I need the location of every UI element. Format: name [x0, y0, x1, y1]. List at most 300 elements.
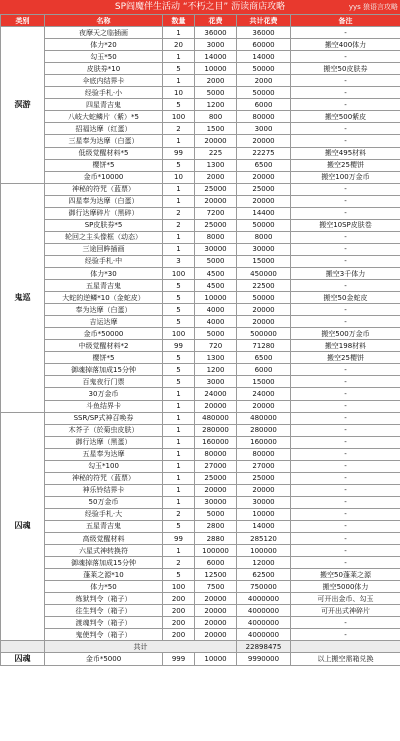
table-row — [1, 171, 400, 183]
item-name: 金币*50000 — [45, 328, 163, 340]
quantity: 10 — [163, 171, 195, 183]
table-row — [1, 87, 400, 99]
total-cost: 27000 — [237, 460, 291, 472]
unit-cost: 6000 — [195, 557, 237, 569]
note: 搬空100万金币 — [291, 171, 400, 183]
note: - — [291, 364, 400, 376]
note: - — [291, 496, 400, 508]
quantity: 1 — [163, 75, 195, 87]
quantity: 2 — [163, 207, 195, 219]
unit-cost: 8000 — [195, 231, 237, 243]
unit-cost: 800 — [195, 111, 237, 123]
quantity: 1 — [163, 424, 195, 436]
quantity: 1 — [163, 183, 195, 195]
quantity: 1 — [163, 472, 195, 484]
item-name: 三途回眸插画 — [45, 243, 163, 255]
item-name: SP皮肤券*5 — [45, 219, 163, 231]
note: - — [291, 207, 400, 219]
note: - — [291, 376, 400, 388]
quantity: 1 — [163, 195, 195, 207]
table-row — [1, 520, 400, 532]
item-name: 往生判令（箱子） — [45, 605, 163, 617]
item-name: 经验手札·大 — [45, 508, 163, 520]
table-row — [1, 243, 400, 255]
unit-cost: 1500 — [195, 123, 237, 135]
unit-cost: 720 — [195, 340, 237, 352]
total-cost: 100000 — [237, 545, 291, 557]
note: - — [291, 448, 400, 460]
unit-cost: 25000 — [195, 472, 237, 484]
item-name: 樱饼*5 — [45, 352, 163, 364]
total-value: 22898475 — [237, 641, 291, 653]
unit-cost: 12500 — [195, 569, 237, 581]
quantity: 1 — [163, 436, 195, 448]
note: 搬空5000体力 — [291, 581, 400, 593]
quantity: 1 — [163, 460, 195, 472]
total-cost: 30000 — [237, 243, 291, 255]
unit-cost: 5000 — [195, 255, 237, 267]
unit-cost: 20000 — [195, 605, 237, 617]
note: - — [291, 51, 400, 63]
note: - — [291, 460, 400, 472]
total-cost: 4000000 — [237, 593, 291, 605]
item-name: 夜摩天之临插画 — [45, 27, 163, 39]
total-cost: 15000 — [237, 255, 291, 267]
unit-cost: 24000 — [195, 388, 237, 400]
unit-cost: 280000 — [195, 424, 237, 436]
note: 搬空495材料 — [291, 147, 400, 159]
quantity: 5 — [163, 352, 195, 364]
quantity: 5 — [163, 292, 195, 304]
note: - — [291, 472, 400, 484]
note: - — [291, 520, 400, 532]
table-row — [1, 328, 400, 340]
quantity: 2 — [163, 123, 195, 135]
item-name: 御行达摩（黑蛋） — [45, 436, 163, 448]
unit-cost: 20000 — [195, 629, 237, 641]
note: - — [291, 388, 400, 400]
table-row — [1, 195, 400, 207]
table-row — [1, 135, 400, 147]
table-row — [1, 75, 400, 87]
item-name: 30万金币 — [45, 388, 163, 400]
item-name: 神乐铃结界卡 — [45, 484, 163, 496]
unit-cost: 480000 — [195, 412, 237, 424]
table-row — [1, 460, 400, 472]
total-cost: 6000 — [237, 99, 291, 111]
total-cost: 12000 — [237, 557, 291, 569]
quantity: 3 — [163, 255, 195, 267]
total-cost: 20000 — [237, 135, 291, 147]
table-row — [1, 593, 400, 605]
total-cost: 50000 — [237, 87, 291, 99]
category-cell: 囚魂 — [1, 412, 45, 641]
table-row — [1, 617, 400, 629]
quantity: 1 — [163, 388, 195, 400]
note: - — [291, 533, 400, 545]
table-row — [1, 147, 400, 159]
table-row — [1, 424, 400, 436]
total-cost: 14000 — [237, 51, 291, 63]
total-cost: 50000 — [237, 63, 291, 75]
note: 搬空500万金币 — [291, 328, 400, 340]
unit-cost: 1300 — [195, 159, 237, 171]
quantity: 5 — [163, 316, 195, 328]
note: - — [291, 135, 400, 147]
table-row — [1, 496, 400, 508]
table-row — [1, 484, 400, 496]
table-row — [1, 508, 400, 520]
item-name: 勾玉*50 — [45, 51, 163, 63]
item-name: 三星奉为达摩（白蛋） — [45, 135, 163, 147]
item-name: 木芥子（於菊虫皮肤） — [45, 424, 163, 436]
table-row — [1, 436, 400, 448]
quantity: 5 — [163, 63, 195, 75]
total-cost: 22500 — [237, 280, 291, 292]
table-row — [1, 183, 400, 195]
table-row — [1, 255, 400, 267]
unit-cost: 2880 — [195, 533, 237, 545]
quantity: 99 — [163, 147, 195, 159]
table-row — [1, 364, 400, 376]
unit-cost: 14000 — [195, 51, 237, 63]
unit-cost: 10000 — [195, 653, 237, 665]
note: - — [291, 545, 400, 557]
quantity: 5 — [163, 569, 195, 581]
quantity: 999 — [163, 653, 195, 665]
item-name: 经验手札·小 — [45, 87, 163, 99]
total-cost: 25000 — [237, 183, 291, 195]
quantity: 5 — [163, 376, 195, 388]
unit-cost: 5000 — [195, 328, 237, 340]
total-cost: 25000 — [237, 472, 291, 484]
item-name: 五星青吉鬼 — [45, 520, 163, 532]
unit-cost: 2000 — [195, 171, 237, 183]
quantity: 1 — [163, 484, 195, 496]
category-cell: 溟游 — [1, 27, 45, 184]
item-name: 御行达摩碎片（黑碎） — [45, 207, 163, 219]
table-row — [1, 99, 400, 111]
total-cost: 50000 — [237, 292, 291, 304]
total-cost: 750000 — [237, 581, 291, 593]
note: 搬空25樱饼 — [291, 159, 400, 171]
table-row — [1, 292, 400, 304]
item-name: 渡魂判令（箱子） — [45, 617, 163, 629]
total-row-blank — [1, 641, 45, 653]
unit-cost: 1300 — [195, 352, 237, 364]
table-body — [1, 15, 400, 666]
note: 搬空400体力 — [291, 39, 400, 51]
item-name: 金币*10000 — [45, 171, 163, 183]
table-row — [1, 581, 400, 593]
quantity: 1 — [163, 400, 195, 412]
note: - — [291, 557, 400, 569]
note: 搬空3千体力 — [291, 267, 400, 279]
unit-cost: 100000 — [195, 545, 237, 557]
header-row — [1, 15, 400, 27]
table-row — [1, 340, 400, 352]
total-cost: 2000 — [237, 75, 291, 87]
item-name: 鬼使判令（箱子） — [45, 629, 163, 641]
total-cost: 20000 — [237, 195, 291, 207]
sheet-title — [0, 0, 400, 14]
note: - — [291, 195, 400, 207]
note: - — [291, 304, 400, 316]
note: 可开出式神碎片 — [291, 605, 400, 617]
item-name: 御魂掉落加成15分钟 — [45, 364, 163, 376]
item-name: 吉运达摩 — [45, 316, 163, 328]
unit-cost: 10000 — [195, 63, 237, 75]
quantity: 1 — [163, 135, 195, 147]
total-cost: 3000 — [237, 123, 291, 135]
unit-cost: 20000 — [195, 617, 237, 629]
header-total-cost: 共计花费 — [237, 15, 291, 27]
item-name: 炼狱判令（箱子） — [45, 593, 163, 605]
total-cost: 10000 — [237, 508, 291, 520]
note: - — [291, 424, 400, 436]
total-cost: 500000 — [237, 328, 291, 340]
note: - — [291, 183, 400, 195]
item-name: 神秘的符咒（蓝票） — [45, 183, 163, 195]
note: 搬空10SP皮肤卷 — [291, 219, 400, 231]
item-name: 蓬莱之源*10 — [45, 569, 163, 581]
item-name: 体力*30 — [45, 267, 163, 279]
note: - — [291, 231, 400, 243]
item-name: 五星奉为达摩 — [45, 448, 163, 460]
unit-cost: 30000 — [195, 496, 237, 508]
note: 搬空500紫皮 — [291, 111, 400, 123]
unit-cost: 25000 — [195, 219, 237, 231]
total-cost: 6500 — [237, 159, 291, 171]
item-name: 四星青吉鬼 — [45, 99, 163, 111]
unit-cost: 4500 — [195, 267, 237, 279]
note: - — [291, 484, 400, 496]
note: 以上搬空需箱兑换 — [291, 653, 400, 665]
item-name: 八岐大蛇鳞片（紫）*5 — [45, 111, 163, 123]
note: - — [291, 412, 400, 424]
quantity: 10 — [163, 87, 195, 99]
note: 搬空50皮肤券 — [291, 63, 400, 75]
watermark: yys 狼语言攻略 — [348, 3, 398, 11]
total-cost: 20000 — [237, 304, 291, 316]
total-cost: 24000 — [237, 388, 291, 400]
unit-cost: 80000 — [195, 448, 237, 460]
quantity: 20 — [163, 39, 195, 51]
quantity: 200 — [163, 593, 195, 605]
quantity: 99 — [163, 340, 195, 352]
unit-cost: 3000 — [195, 376, 237, 388]
title-text: SP阎魔伴生活动 “不朽之目” 沥读商店攻略 — [114, 2, 286, 12]
item-name: 金币*5000 — [45, 653, 163, 665]
total-cost: 9990000 — [237, 653, 291, 665]
quantity: 5 — [163, 99, 195, 111]
quantity: 5 — [163, 304, 195, 316]
total-cost: 20000 — [237, 171, 291, 183]
header-category: 类别 — [1, 15, 45, 27]
unit-cost: 160000 — [195, 436, 237, 448]
total-cost: 80000 — [237, 448, 291, 460]
table-row — [1, 123, 400, 135]
table-row — [1, 472, 400, 484]
note: - — [291, 87, 400, 99]
table-row — [1, 388, 400, 400]
item-name: 勾玉*100 — [45, 460, 163, 472]
unit-cost: 2800 — [195, 520, 237, 532]
note: 搬空50金蛇皮 — [291, 292, 400, 304]
header-note: 备注 — [291, 15, 400, 27]
item-name: 樱饼*5 — [45, 159, 163, 171]
total-cost: 14000 — [237, 520, 291, 532]
total-cost: 8000 — [237, 231, 291, 243]
total-cost: 285120 — [237, 533, 291, 545]
note: - — [291, 27, 400, 39]
item-name: 百鬼夜行门票 — [45, 376, 163, 388]
total-cost: 20000 — [237, 316, 291, 328]
category-cell: 鬼巡 — [1, 183, 45, 412]
item-name: 六星式神转换符 — [45, 545, 163, 557]
table-row — [1, 569, 400, 581]
table-row — [1, 448, 400, 460]
quantity: 1 — [163, 243, 195, 255]
note: 可开出金币、勾玉 — [291, 593, 400, 605]
unit-cost: 5000 — [195, 508, 237, 520]
table-row — [1, 412, 400, 424]
quantity: 200 — [163, 605, 195, 617]
unit-cost: 20000 — [195, 593, 237, 605]
quantity: 100 — [163, 581, 195, 593]
unit-cost: 7500 — [195, 581, 237, 593]
total-cost: 62500 — [237, 569, 291, 581]
table-row — [1, 545, 400, 557]
total-cost: 280000 — [237, 424, 291, 436]
note: - — [291, 629, 400, 641]
item-name: 低级觉醒材料*5 — [45, 147, 163, 159]
shop-table — [0, 14, 400, 666]
item-name: 御魂掉落加成15分钟 — [45, 557, 163, 569]
table-row — [1, 376, 400, 388]
total-cost: 4000000 — [237, 617, 291, 629]
header-quantity: 数量 — [163, 15, 195, 27]
total-cost: 14400 — [237, 207, 291, 219]
quantity: 2 — [163, 219, 195, 231]
unit-cost: 5000 — [195, 87, 237, 99]
item-name: 体力*50 — [45, 581, 163, 593]
category-cell: 囚魂 — [1, 653, 45, 665]
table-row — [1, 63, 400, 75]
item-name: 斗鱼结界卡 — [45, 400, 163, 412]
total-cost: 71280 — [237, 340, 291, 352]
note: - — [291, 617, 400, 629]
unit-cost: 27000 — [195, 460, 237, 472]
note: - — [291, 243, 400, 255]
item-name: 四星奉为达摩（白蛋） — [45, 195, 163, 207]
note: 搬空50蓬莱之源 — [291, 569, 400, 581]
unit-cost: 36000 — [195, 27, 237, 39]
quantity: 1 — [163, 448, 195, 460]
unit-cost: 1200 — [195, 99, 237, 111]
unit-cost: 20000 — [195, 135, 237, 147]
item-name: 大蛇的逆鳞*10（金蛇皮） — [45, 292, 163, 304]
table-row — [1, 400, 400, 412]
total-cost: 80000 — [237, 111, 291, 123]
item-name: 神秘的符咒（蓝票） — [45, 472, 163, 484]
note: - — [291, 436, 400, 448]
quantity: 1 — [163, 231, 195, 243]
note: - — [291, 400, 400, 412]
note: - — [291, 316, 400, 328]
unit-cost: 2000 — [195, 75, 237, 87]
table-row — [1, 231, 400, 243]
table-row — [1, 280, 400, 292]
table-row — [1, 111, 400, 123]
quantity: 2 — [163, 508, 195, 520]
unit-cost: 1200 — [195, 364, 237, 376]
total-cost: 6000 — [237, 364, 291, 376]
total-cost: 6500 — [237, 352, 291, 364]
unit-cost: 30000 — [195, 243, 237, 255]
total-cost: 4000000 — [237, 605, 291, 617]
quantity: 200 — [163, 617, 195, 629]
total-cost: 30000 — [237, 496, 291, 508]
table-row — [1, 304, 400, 316]
total-cost: 450000 — [237, 267, 291, 279]
total-cost: 50000 — [237, 219, 291, 231]
total-row-blank — [291, 641, 400, 653]
unit-cost: 7200 — [195, 207, 237, 219]
table-row — [1, 159, 400, 171]
unit-cost: 3000 — [195, 39, 237, 51]
quantity: 1 — [163, 412, 195, 424]
total-cost: 480000 — [237, 412, 291, 424]
quantity: 5 — [163, 364, 195, 376]
table-row — [1, 219, 400, 231]
quantity: 100 — [163, 328, 195, 340]
unit-cost: 4500 — [195, 280, 237, 292]
note: - — [291, 123, 400, 135]
total-cost: 15000 — [237, 376, 291, 388]
unit-cost: 10000 — [195, 292, 237, 304]
item-name: 五星青吉鬼 — [45, 280, 163, 292]
item-name: SSR/SP式神召唤券 — [45, 412, 163, 424]
item-name: 招福达摩（红蛋） — [45, 123, 163, 135]
note: - — [291, 255, 400, 267]
header-name: 名称 — [45, 15, 163, 27]
item-name: 奉为达摩（白蛋） — [45, 304, 163, 316]
unit-cost: 20000 — [195, 195, 237, 207]
unit-cost: 4000 — [195, 316, 237, 328]
total-cost: 60000 — [237, 39, 291, 51]
item-name: 皮肤券*10 — [45, 63, 163, 75]
quantity: 100 — [163, 267, 195, 279]
quantity: 100 — [163, 111, 195, 123]
total-cost: 20000 — [237, 484, 291, 496]
quantity: 1 — [163, 545, 195, 557]
note: - — [291, 280, 400, 292]
note: - — [291, 99, 400, 111]
table-row — [1, 207, 400, 219]
table-row — [1, 605, 400, 617]
unit-cost: 225 — [195, 147, 237, 159]
quantity: 5 — [163, 520, 195, 532]
table-row — [1, 629, 400, 641]
table-row — [1, 653, 400, 665]
total-cost: 36000 — [237, 27, 291, 39]
item-name: 轮回之主头像框（动态） — [45, 231, 163, 243]
item-name: 高级觉醒材料 — [45, 533, 163, 545]
total-cost: 22275 — [237, 147, 291, 159]
total-row — [1, 641, 400, 653]
note: - — [291, 508, 400, 520]
